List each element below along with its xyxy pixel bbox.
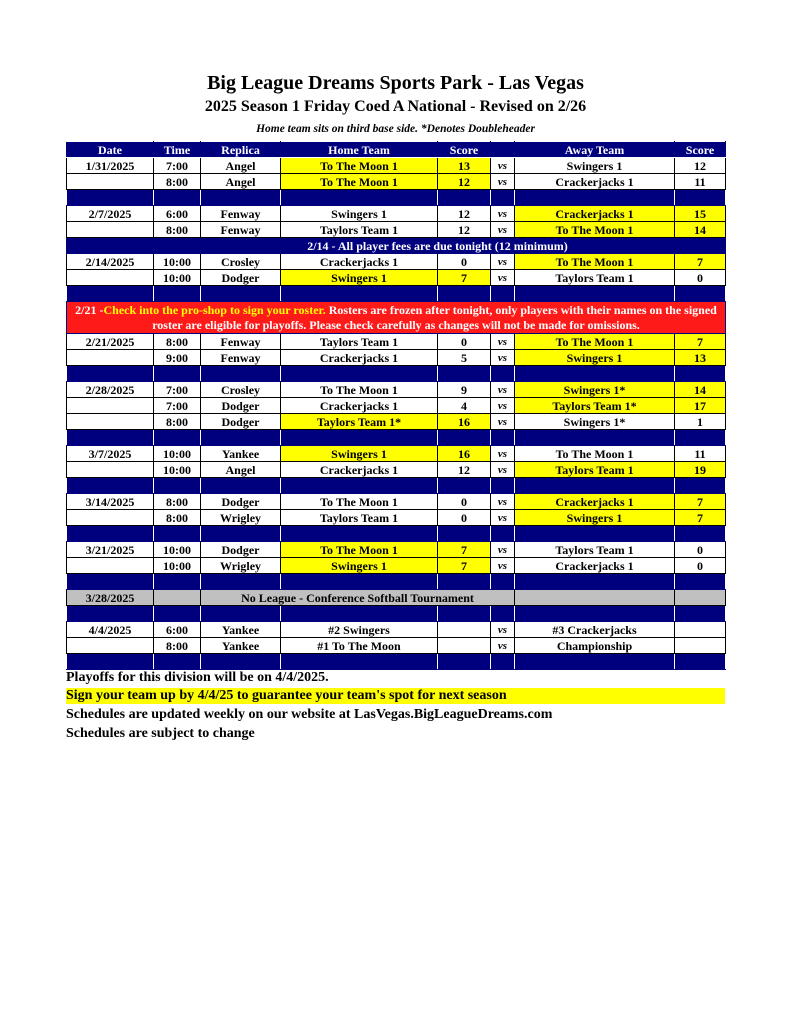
spacer-cell xyxy=(438,526,491,542)
game-field: Angel xyxy=(201,462,281,478)
game-time: 7:00 xyxy=(154,158,201,174)
home-score: 16 xyxy=(438,414,491,430)
away-score: 13 xyxy=(675,350,726,366)
home-score: 7 xyxy=(438,270,491,286)
game-field: Fenway xyxy=(201,334,281,350)
game-date: 2/7/2025 xyxy=(67,206,154,222)
spacer-cell xyxy=(281,478,438,494)
game-date: 4/4/2025 xyxy=(67,622,154,638)
away-score: 1 xyxy=(675,414,726,430)
game-date: 3/7/2025 xyxy=(67,446,154,462)
home-team: Crackerjacks 1 xyxy=(281,254,438,270)
spacer-row xyxy=(67,574,726,590)
spacer-cell xyxy=(154,478,201,494)
spacer-cell xyxy=(281,606,438,622)
spacer-cell xyxy=(438,190,491,206)
game-date xyxy=(67,638,154,654)
home-team: Taylors Team 1* xyxy=(281,414,438,430)
doubleheader-note: Home team sits on third base side. *Denotes Doubleheader xyxy=(256,123,535,135)
away-team: Championship xyxy=(515,638,675,654)
announcement-highlight: Check into the pro-shop to sign your roster. xyxy=(103,302,326,317)
game-row xyxy=(67,414,726,430)
spacer-cell xyxy=(675,430,726,446)
game-time: 8:00 xyxy=(154,174,201,190)
game-row xyxy=(67,510,726,526)
game-time: 10:00 xyxy=(154,462,201,478)
game-date: 3/14/2025 xyxy=(67,494,154,510)
fee-announcement: 2/14 - All player fees are due tonight (12 minimum) xyxy=(201,238,675,254)
game-date: 3/28/2025 xyxy=(67,590,154,606)
game-date xyxy=(67,398,154,414)
away-score: 0 xyxy=(675,542,726,558)
spacer-cell xyxy=(438,478,491,494)
vs-label: vs xyxy=(491,494,515,510)
spacer-cell xyxy=(67,286,154,302)
vs-label: vs xyxy=(491,414,515,430)
announcement-text: Rosters are frozen after tonight, only players with their names on the signed roster are eligible for playoffs. Please check carefully as changes will not be made for omissions. xyxy=(152,302,717,332)
spacer-cell xyxy=(154,238,201,254)
away-score: 14 xyxy=(675,222,726,238)
game-field: Dodger xyxy=(201,414,281,430)
spacer-row xyxy=(67,606,726,622)
home-score: 0 xyxy=(438,254,491,270)
game-row xyxy=(67,174,726,190)
spacer-cell xyxy=(67,478,154,494)
vs-label: vs xyxy=(491,254,515,270)
home-team: Swingers 1 xyxy=(281,558,438,574)
home-score: 12 xyxy=(438,174,491,190)
game-row xyxy=(67,494,726,510)
header-home-score: Score xyxy=(438,142,491,158)
away-score: 15 xyxy=(675,206,726,222)
home-team: To The Moon 1 xyxy=(281,494,438,510)
spacer-cell xyxy=(515,606,675,622)
game-row xyxy=(67,334,726,350)
game-row xyxy=(67,158,726,174)
game-field: Angel xyxy=(201,158,281,174)
spacer-cell xyxy=(438,606,491,622)
game-field: Angel xyxy=(201,174,281,190)
home-team: #2 Swingers xyxy=(281,622,438,638)
away-team: Taylors Team 1 xyxy=(515,270,675,286)
home-score: 7 xyxy=(438,542,491,558)
spacer-cell xyxy=(154,190,201,206)
spacer-cell xyxy=(491,286,515,302)
spacer-cell xyxy=(67,654,154,670)
home-team: Taylors Team 1 xyxy=(281,222,438,238)
vs-label: vs xyxy=(491,206,515,222)
spacer-cell xyxy=(675,286,726,302)
game-field: Yankee xyxy=(201,622,281,638)
no-league-text: No League - Conference Softball Tournament xyxy=(201,590,515,606)
vs-label: vs xyxy=(491,334,515,350)
home-team: To The Moon 1 xyxy=(281,382,438,398)
home-score xyxy=(438,622,491,638)
spacer-cell xyxy=(154,366,201,382)
spacer-row xyxy=(67,286,726,302)
spacer-cell xyxy=(154,430,201,446)
home-score: 9 xyxy=(438,382,491,398)
game-date xyxy=(67,350,154,366)
away-score xyxy=(675,638,726,654)
spacer-cell xyxy=(281,190,438,206)
away-score: 19 xyxy=(675,462,726,478)
home-score: 12 xyxy=(438,462,491,478)
spacer-cell xyxy=(675,526,726,542)
spacer-cell xyxy=(675,478,726,494)
game-date xyxy=(67,174,154,190)
away-team: Crackerjacks 1 xyxy=(515,494,675,510)
home-team: Taylors Team 1 xyxy=(281,334,438,350)
header-replica: Replica xyxy=(201,142,281,158)
home-score: 12 xyxy=(438,206,491,222)
spacer-cell xyxy=(201,190,281,206)
vs-label: vs xyxy=(491,446,515,462)
spacer-cell xyxy=(281,430,438,446)
game-row xyxy=(67,446,726,462)
spacer-cell xyxy=(201,430,281,446)
vs-label: vs xyxy=(491,622,515,638)
away-score: 7 xyxy=(675,334,726,350)
away-team: Crackerjacks 1 xyxy=(515,206,675,222)
spacer-cell xyxy=(154,526,201,542)
change-note: Schedules are subject to change xyxy=(66,726,255,741)
spacer-cell xyxy=(491,430,515,446)
spacer-row xyxy=(67,190,726,206)
game-date: 3/21/2025 xyxy=(67,542,154,558)
spacer-cell xyxy=(67,574,154,590)
game-field: Wrigley xyxy=(201,558,281,574)
game-field: Dodger xyxy=(201,270,281,286)
spacer-cell xyxy=(67,526,154,542)
home-team: Swingers 1 xyxy=(281,446,438,462)
away-team: To The Moon 1 xyxy=(515,446,675,462)
game-time: 7:00 xyxy=(154,382,201,398)
spacer-cell xyxy=(675,606,726,622)
vs-label: vs xyxy=(491,542,515,558)
game-time: 10:00 xyxy=(154,254,201,270)
spacer-cell xyxy=(201,286,281,302)
game-row xyxy=(67,542,726,558)
away-score: 17 xyxy=(675,398,726,414)
game-time: 10:00 xyxy=(154,270,201,286)
spacer-cell xyxy=(515,430,675,446)
home-team: Crackerjacks 1 xyxy=(281,398,438,414)
game-field: Crosley xyxy=(201,382,281,398)
game-field: Fenway xyxy=(201,206,281,222)
spacer-cell xyxy=(438,430,491,446)
home-team: Swingers 1 xyxy=(281,206,438,222)
home-team: #1 To The Moon xyxy=(281,638,438,654)
game-time: 10:00 xyxy=(154,558,201,574)
game-field: Fenway xyxy=(201,350,281,366)
away-team: To The Moon 1 xyxy=(515,222,675,238)
spacer-cell xyxy=(438,654,491,670)
spacer-cell xyxy=(281,574,438,590)
vs-label: vs xyxy=(491,398,515,414)
header-date: Date xyxy=(67,142,154,158)
game-field: Dodger xyxy=(201,542,281,558)
header-away-score: Score xyxy=(675,142,726,158)
spacer-cell xyxy=(281,286,438,302)
home-team: Taylors Team 1 xyxy=(281,510,438,526)
away-team: Swingers 1* xyxy=(515,414,675,430)
game-date xyxy=(67,558,154,574)
spacer-row xyxy=(67,526,726,542)
game-time: 8:00 xyxy=(154,510,201,526)
away-team: Swingers 1 xyxy=(515,158,675,174)
away-score: 11 xyxy=(675,174,726,190)
spacer-cell xyxy=(67,606,154,622)
game-time: 8:00 xyxy=(154,414,201,430)
spacer-cell xyxy=(201,606,281,622)
header-home-team: Home Team xyxy=(281,142,438,158)
announcement-row xyxy=(67,238,726,254)
spacer-cell xyxy=(491,366,515,382)
spacer-cell xyxy=(675,590,726,606)
spacer-cell xyxy=(438,574,491,590)
game-row xyxy=(67,638,726,654)
game-time: 8:00 xyxy=(154,222,201,238)
game-date xyxy=(67,270,154,286)
vs-label: vs xyxy=(491,638,515,654)
game-row xyxy=(67,558,726,574)
roster-announcement xyxy=(67,302,726,334)
game-date: 2/14/2025 xyxy=(67,254,154,270)
playoffs-note: Playoffs for this division will be on 4/4/2025. xyxy=(66,670,329,685)
spacer-cell xyxy=(67,366,154,382)
home-team: Crackerjacks 1 xyxy=(281,462,438,478)
game-field: Yankee xyxy=(201,446,281,462)
home-score: 7 xyxy=(438,558,491,574)
game-field: Dodger xyxy=(201,494,281,510)
game-row xyxy=(67,350,726,366)
game-field: Crosley xyxy=(201,254,281,270)
vs-label: vs xyxy=(491,350,515,366)
away-team: Swingers 1 xyxy=(515,350,675,366)
spacer-row xyxy=(67,430,726,446)
game-row xyxy=(67,270,726,286)
home-score: 16 xyxy=(438,446,491,462)
game-field: Wrigley xyxy=(201,510,281,526)
spacer-cell xyxy=(281,526,438,542)
away-team: Crackerjacks 1 xyxy=(515,558,675,574)
spacer-cell xyxy=(201,526,281,542)
spacer-cell xyxy=(491,606,515,622)
spacer-cell xyxy=(675,238,726,254)
page-title: Big League Dreams Sports Park - Las Vegas xyxy=(207,72,584,94)
spacer-cell xyxy=(515,478,675,494)
spacer-cell xyxy=(675,366,726,382)
vs-label: vs xyxy=(491,270,515,286)
spacer-cell xyxy=(438,366,491,382)
game-row xyxy=(67,462,726,478)
spacer-cell xyxy=(515,526,675,542)
home-score: 0 xyxy=(438,510,491,526)
spacer-cell xyxy=(491,190,515,206)
game-row xyxy=(67,398,726,414)
announcement-lead: 2/21 - xyxy=(75,302,104,317)
away-score: 7 xyxy=(675,494,726,510)
spacer-cell xyxy=(515,574,675,590)
game-field: Dodger xyxy=(201,398,281,414)
away-team: Crackerjacks 1 xyxy=(515,174,675,190)
spacer-cell xyxy=(67,430,154,446)
game-row xyxy=(67,622,726,638)
spacer-cell xyxy=(201,654,281,670)
home-score: 4 xyxy=(438,398,491,414)
away-team: #3 Crackerjacks xyxy=(515,622,675,638)
spacer-row xyxy=(67,654,726,670)
spacer-cell xyxy=(675,190,726,206)
vs-label: vs xyxy=(491,382,515,398)
no-league-row xyxy=(67,590,726,606)
home-team: Swingers 1 xyxy=(281,270,438,286)
header-time: Time xyxy=(154,142,201,158)
roster-announcement-row xyxy=(67,302,726,334)
spacer-cell xyxy=(438,286,491,302)
page-subtitle: 2025 Season 1 Friday Coed A National - Revised on 2/26 xyxy=(204,98,587,115)
away-team: Taylors Team 1 xyxy=(515,462,675,478)
spacer-cell xyxy=(491,574,515,590)
home-team: To The Moon 1 xyxy=(281,542,438,558)
spacer-cell xyxy=(154,654,201,670)
away-team: Swingers 1 xyxy=(515,510,675,526)
game-time: 6:00 xyxy=(154,622,201,638)
spacer-cell xyxy=(491,478,515,494)
spacer-cell xyxy=(201,574,281,590)
game-time: 6:00 xyxy=(154,206,201,222)
game-date: 1/31/2025 xyxy=(67,158,154,174)
game-time: 10:00 xyxy=(154,446,201,462)
away-score: 7 xyxy=(675,254,726,270)
game-time: 8:00 xyxy=(154,494,201,510)
away-team: To The Moon 1 xyxy=(515,254,675,270)
spacer-row xyxy=(67,366,726,382)
away-team: Taylors Team 1 xyxy=(515,542,675,558)
spacer-cell xyxy=(201,478,281,494)
spacer-cell xyxy=(67,190,154,206)
spacer-cell xyxy=(154,606,201,622)
game-time: 8:00 xyxy=(154,638,201,654)
vs-label: vs xyxy=(491,158,515,174)
spacer-cell xyxy=(281,366,438,382)
vs-label: vs xyxy=(491,222,515,238)
away-score: 12 xyxy=(675,158,726,174)
game-date: 2/21/2025 xyxy=(67,334,154,350)
home-team: To The Moon 1 xyxy=(281,174,438,190)
game-time: 8:00 xyxy=(154,334,201,350)
away-team: To The Moon 1 xyxy=(515,334,675,350)
game-time: 9:00 xyxy=(154,350,201,366)
website-note: Schedules are updated weekly on our website at LasVegas.BigLeagueDreams.com xyxy=(66,707,553,722)
spacer-cell xyxy=(515,286,675,302)
home-team: Crackerjacks 1 xyxy=(281,350,438,366)
home-score: 5 xyxy=(438,350,491,366)
home-score xyxy=(438,638,491,654)
away-team: Taylors Team 1* xyxy=(515,398,675,414)
game-date xyxy=(67,462,154,478)
game-date xyxy=(67,414,154,430)
home-team: To The Moon 1 xyxy=(281,158,438,174)
game-row xyxy=(67,222,726,238)
header-away-team: Away Team xyxy=(515,142,675,158)
game-row xyxy=(67,382,726,398)
spacer-cell xyxy=(491,526,515,542)
spacer-cell xyxy=(154,574,201,590)
signup-note: Sign your team up by 4/4/25 to guarantee your team's spot for next season xyxy=(66,688,725,704)
away-score xyxy=(675,622,726,638)
away-team: Swingers 1* xyxy=(515,382,675,398)
home-score: 12 xyxy=(438,222,491,238)
vs-label: vs xyxy=(491,510,515,526)
vs-label: vs xyxy=(491,462,515,478)
spacer-row xyxy=(67,478,726,494)
header-vs xyxy=(491,142,515,158)
spacer-cell xyxy=(515,366,675,382)
spacer-cell xyxy=(675,654,726,670)
spacer-cell xyxy=(675,574,726,590)
home-score: 13 xyxy=(438,158,491,174)
game-time: 10:00 xyxy=(154,542,201,558)
game-row xyxy=(67,206,726,222)
spacer-cell xyxy=(154,286,201,302)
schedule-table xyxy=(66,141,726,670)
spacer-cell xyxy=(281,654,438,670)
game-date xyxy=(67,222,154,238)
away-score: 7 xyxy=(675,510,726,526)
game-date: 2/28/2025 xyxy=(67,382,154,398)
vs-label: vs xyxy=(491,558,515,574)
game-field: Yankee xyxy=(201,638,281,654)
vs-label: vs xyxy=(491,174,515,190)
away-score: 14 xyxy=(675,382,726,398)
table-header xyxy=(67,142,726,158)
spacer-cell xyxy=(515,190,675,206)
spacer-cell xyxy=(154,590,201,606)
game-field: Fenway xyxy=(201,222,281,238)
away-score: 0 xyxy=(675,558,726,574)
spacer-cell xyxy=(515,590,675,606)
game-date xyxy=(67,510,154,526)
game-row xyxy=(67,254,726,270)
away-score: 11 xyxy=(675,446,726,462)
home-score: 0 xyxy=(438,494,491,510)
away-score: 0 xyxy=(675,270,726,286)
spacer-cell xyxy=(515,654,675,670)
spacer-cell xyxy=(201,366,281,382)
spacer-cell xyxy=(491,654,515,670)
spacer-cell xyxy=(67,238,154,254)
game-time: 7:00 xyxy=(154,398,201,414)
home-score: 0 xyxy=(438,334,491,350)
